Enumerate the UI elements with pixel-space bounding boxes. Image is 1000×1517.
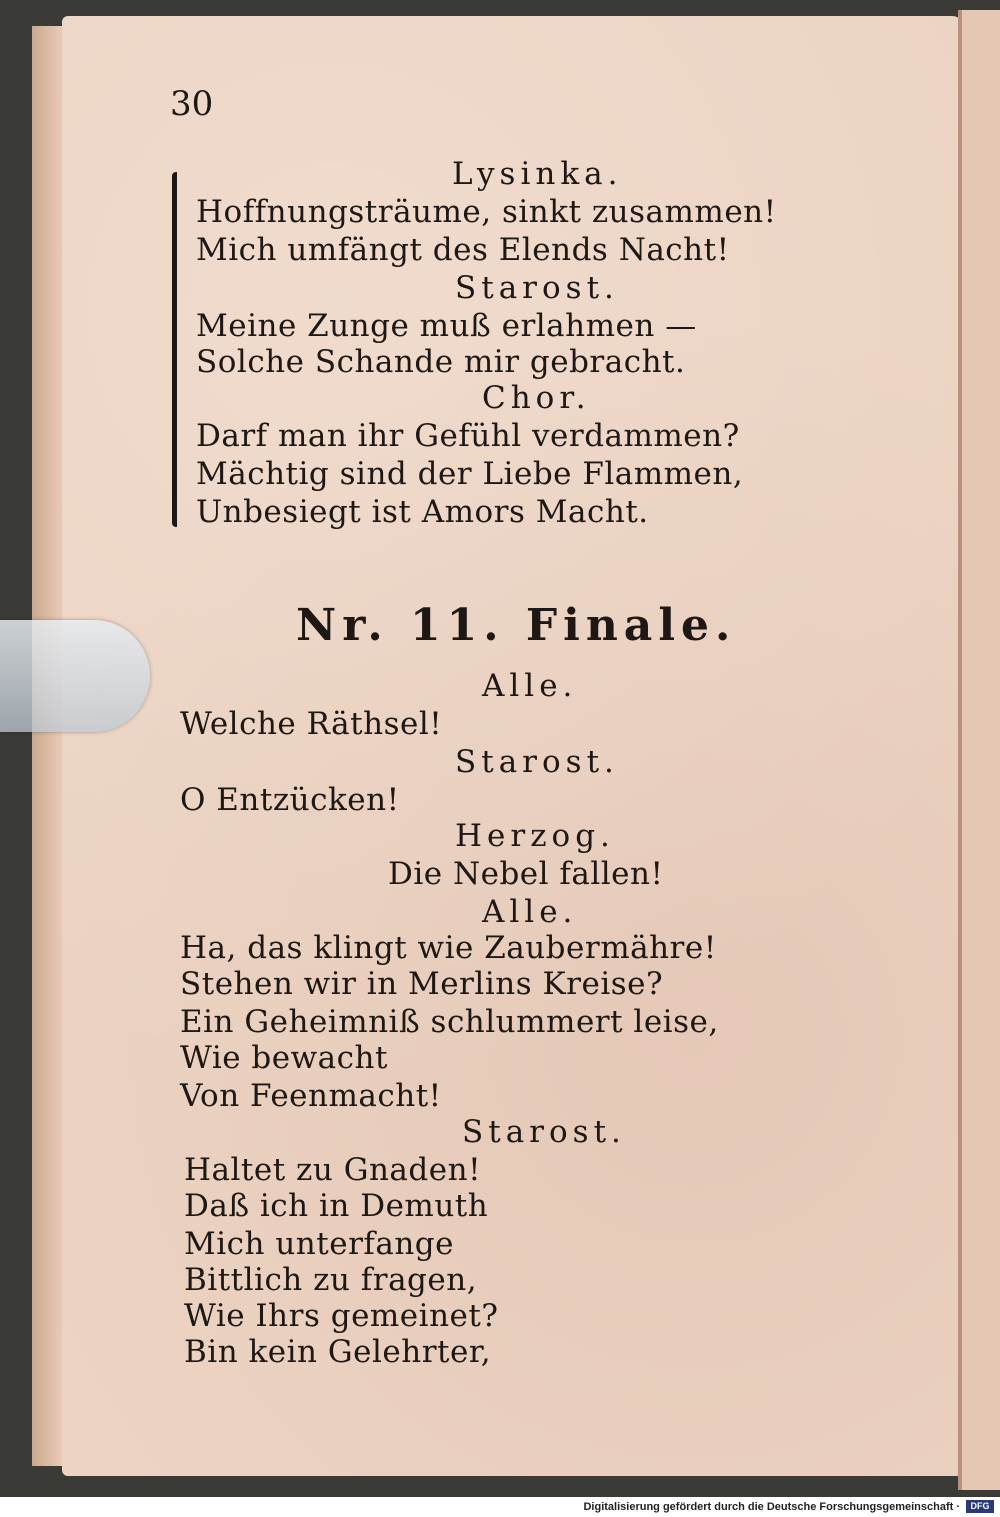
verse-line: Bin kein Gelehrter, <box>184 1334 492 1370</box>
page-number: 30 <box>170 84 214 124</box>
verse-line: Die Nebel fallen! <box>388 856 664 892</box>
verse-line: Von Feenmacht! <box>180 1078 442 1114</box>
page-clip <box>0 620 150 732</box>
speaker-label: Starost. <box>455 270 619 306</box>
speaker-label: Starost. <box>462 1114 626 1150</box>
verse-line: Mächtig sind der Liebe Flammen, <box>196 456 744 492</box>
verse-line: Ha, das klingt wie Zaubermähre! <box>180 930 717 966</box>
section-heading: Nr. 11. Finale. <box>296 600 737 651</box>
verse-line: O Entzücken! <box>180 782 400 818</box>
footer-credit: Digitalisierung gefördert durch die Deutsche Forschungsgemeinschaft · <box>583 1501 960 1513</box>
dfg-logo: DFG <box>966 1500 994 1513</box>
verse-line: Solche Schande mir gebracht. <box>196 344 686 380</box>
verse-line: Hoffnungsträume, sinkt zusammen! <box>196 194 777 230</box>
speaker-label: Starost. <box>455 744 619 780</box>
speaker-label: Alle. <box>482 668 578 704</box>
speaker-label: Herzog. <box>455 818 615 854</box>
verse-line: Mich umfängt des Elends Nacht! <box>196 232 730 268</box>
verse-line: Wie Ihrs gemeinet? <box>184 1298 499 1334</box>
verse-line: Welche Räthsel! <box>180 706 443 742</box>
speaker-label: Lysinka. <box>452 156 623 192</box>
verse-bracket <box>172 172 187 527</box>
speaker-label: Alle. <box>482 894 578 930</box>
speaker-label: Chor. <box>482 380 591 416</box>
verse-line: Darf man ihr Gefühl verdammen? <box>196 418 740 454</box>
facing-page <box>962 10 1000 1490</box>
verse-line: Stehen wir in Merlins Kreise? <box>180 966 664 1002</box>
verse-line: Unbesiegt ist Amors Macht. <box>196 494 649 530</box>
verse-line: Bittlich zu fragen, <box>184 1262 478 1298</box>
verse-line: Daß ich in Demuth <box>184 1188 489 1224</box>
verse-line: Mich unterfange <box>184 1226 455 1262</box>
verse-line: Wie bewacht <box>180 1040 388 1076</box>
verse-line: Meine Zunge muß erlahmen — <box>196 308 697 344</box>
verse-line: Haltet zu Gnaden! <box>184 1152 482 1188</box>
verse-line: Ein Geheimniß schlummert leise, <box>180 1004 719 1040</box>
